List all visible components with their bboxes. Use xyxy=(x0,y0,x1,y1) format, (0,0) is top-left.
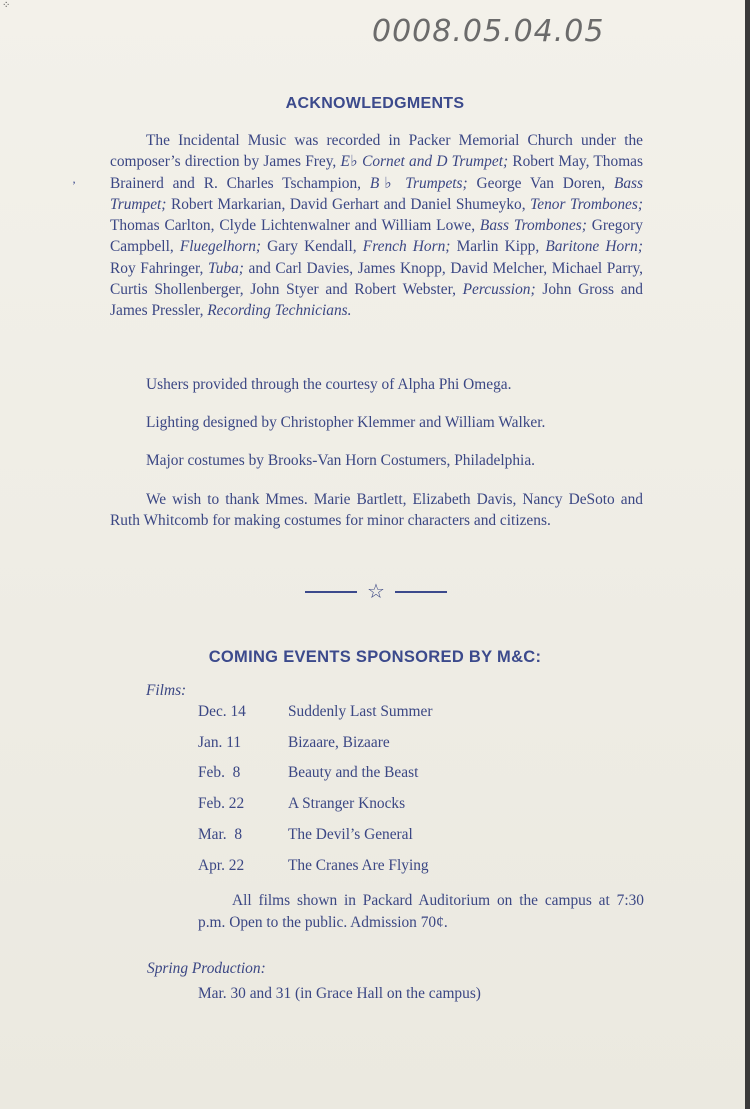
credit-text: and Carl Davies, James Knopp, David Melcher, Michael Parry, Curtis Shollenberger, John Styer and Robert Webster, xyxy=(110,259,643,299)
film-title: Suddenly Last Summer xyxy=(288,703,433,720)
credit-text: The Incidental Music was recorded in Packer Memorial Church under the composer’s direction by James Frey, xyxy=(110,132,643,171)
instrument-role: Bass Trombones; xyxy=(479,217,587,235)
film-row xyxy=(198,826,618,848)
lighting-line: Lighting designed by Christopher Klemmer and William Walker. xyxy=(146,414,546,431)
spring-production-label: Spring Production: xyxy=(147,960,266,977)
film-row xyxy=(198,857,618,879)
credit-text: Thomas Carlton, Clyde Lichtenwalner and William Lowe, xyxy=(110,217,480,235)
film-date: Dec. 14 xyxy=(198,703,246,720)
credit-text: Robert May, Thomas Brainerd and R. Charles Tschampion, xyxy=(110,153,643,192)
credit-text: Gregory Campbell, xyxy=(110,217,643,256)
spring-production-detail: Mar. 30 and 31 (in Grace Hall on the campus) xyxy=(198,985,481,1002)
film-title: Bizaare, Bizaare xyxy=(288,733,390,751)
instrument-role: Fluegelhorn; xyxy=(179,238,262,256)
credit-text: George Van Doren, xyxy=(467,174,614,192)
costumes-line: Major costumes by Brooks-Van Horn Costumers, Philadelphia. xyxy=(146,452,535,469)
instrument-role: Bass Trumpet; xyxy=(110,174,644,213)
film-date: Apr. 22 xyxy=(198,856,245,874)
acknowledgments-heading: ACKNOWLEDGMENTS xyxy=(285,95,465,112)
film-title: Beauty and the Beast xyxy=(288,764,419,782)
instrument-role: Tenor Trombones; xyxy=(530,195,643,213)
credit-text: Robert Markarian, David Gerhart and Daniel Shumeyko, xyxy=(166,195,531,213)
instrument-role: B♭ Trumpets; xyxy=(369,174,468,192)
film-row xyxy=(198,764,618,786)
corner-mark-icon: ⁘ xyxy=(2,0,11,11)
film-row xyxy=(198,703,618,725)
films-note: All films shown in Packard Auditorium on the campus at 7:30 p.m. Open to the public. Admission 70¢. xyxy=(198,892,644,931)
star-icon: ☆ xyxy=(367,579,385,603)
instrument-role: Recording Technicians. xyxy=(207,302,352,320)
credit-text: John Gross and James Pressler, xyxy=(110,281,643,320)
section-divider xyxy=(305,580,447,604)
margin-tick-icon: ’ xyxy=(72,178,76,192)
film-title: The Devil’s General xyxy=(288,825,413,843)
acknowledgments-paragraph xyxy=(110,130,643,322)
thanks-paragraph: We wish to thank Mmes. Marie Bartlett, Elizabeth Davis, Nancy DeSoto and Ruth Whitcomb for making costumes for minor characters and citizens. xyxy=(110,491,643,530)
divider-rule-left xyxy=(305,591,357,593)
instrument-role: E♭ Cornet and D Trumpet; xyxy=(340,153,509,171)
instrument-role: French Horn; xyxy=(362,238,451,256)
credit-text: Gary Kendall, xyxy=(261,238,363,256)
instrument-role: Baritone Horn; xyxy=(545,238,643,256)
credit-text: Marlin Kipp, xyxy=(450,238,546,256)
film-date: Feb. 8 xyxy=(198,764,241,782)
page-edge xyxy=(745,0,750,1109)
film-date: Mar. 8 xyxy=(198,825,243,843)
coming-events-heading: COMING EVENTS SPONSORED BY M&C: xyxy=(208,648,542,666)
reference-number: 0008.05.04.05 xyxy=(372,14,605,49)
film-date: Feb. 22 xyxy=(198,795,245,813)
film-title: The Cranes Are Flying xyxy=(288,856,429,874)
films-label: Films: xyxy=(146,682,187,699)
film-date: Jan. 11 xyxy=(198,733,242,751)
divider-rule-right xyxy=(395,591,447,593)
ushers-line: Ushers provided through the courtesy of Alpha Phi Omega. xyxy=(146,376,512,393)
film-row xyxy=(198,795,618,817)
film-row xyxy=(198,734,618,756)
film-title: A Stranger Knocks xyxy=(288,795,406,813)
instrument-role: Percussion; xyxy=(462,281,536,299)
credit-text: Roy Fahringer, xyxy=(110,259,208,277)
instrument-role: Tuba; xyxy=(208,259,244,277)
